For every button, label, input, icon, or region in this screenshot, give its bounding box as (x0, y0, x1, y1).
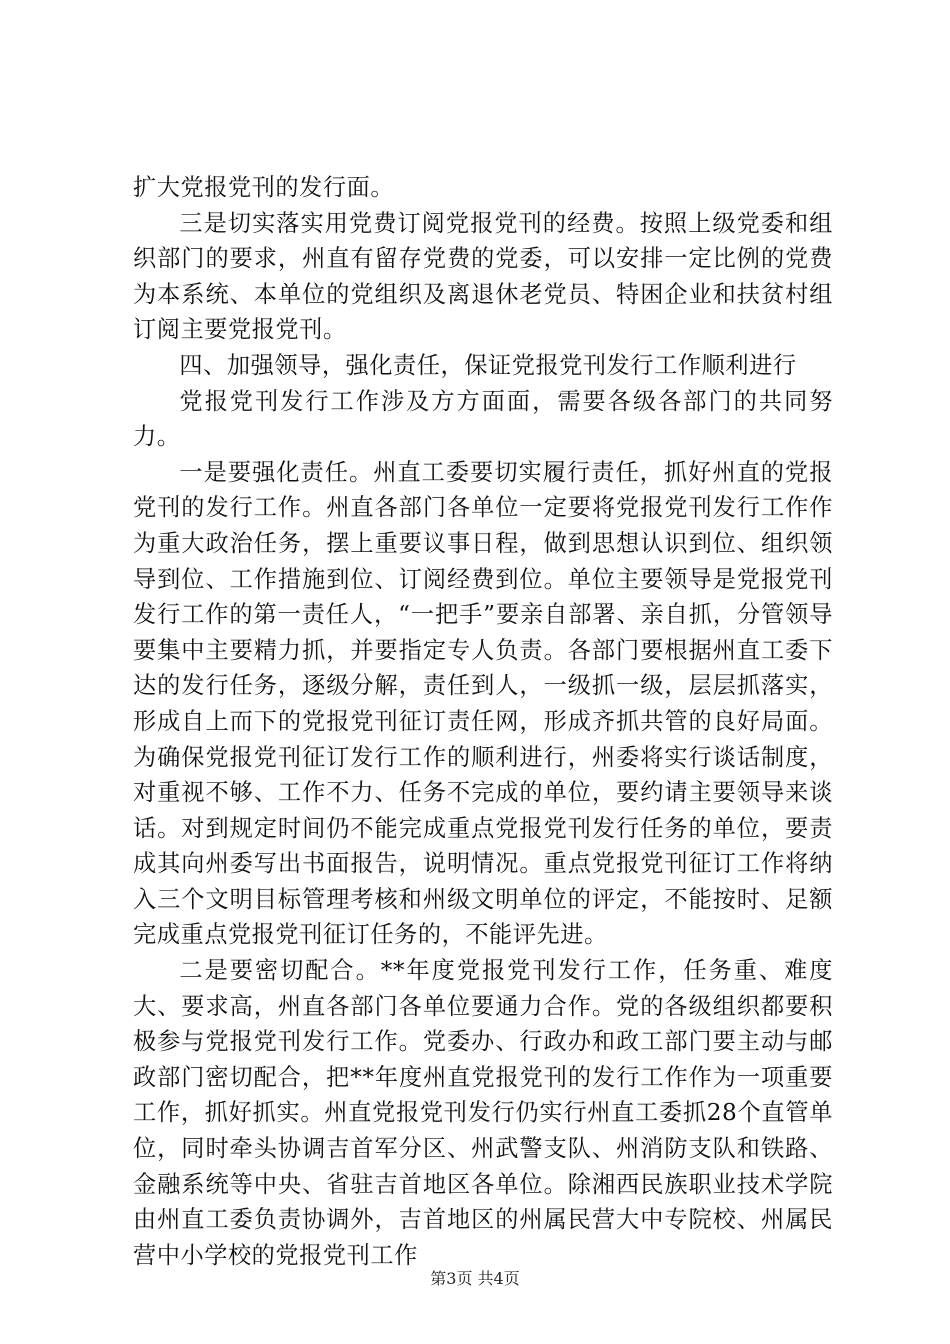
section-heading-four: 四、加强领导，强化责任，保证党报党刊发行工作顺利进行 (179, 351, 797, 379)
paragraph-point-three-funding: 三是切实落实用党费订阅党报党刊的经费。按照上级党委和组织部门的要求，州直有留存党费的党委，可以安排一定比例的党费为本系统、本单位的党组织及离退休老党员、特困企业和扶贫村组订阅主要党报党刊。 (133, 209, 833, 344)
paragraph-continuation: 扩大党报党刊的发行面。 (133, 174, 395, 201)
paragraph-point-two-cooperation: 二是要密切配合。**年度党报党刊发行工作，任务重、难度大、要求高，州直各部门各单位要通力合作。党的各级组织都要积极参与党报党刊发行工作。党委办、行政办和政工部门要主动与邮政部门密切配合，把**年度州直党报党刊的发行工作作为一项重要工作，抓好抓实。州直党报党刊发行仍实行州直工委抓28个直管单位，同时牵头协调吉首军分区、州武警支队、州消防支队和铁路、金融系统等中央、省驻吉首地区各单位。除湘西民族职业技术学院由州直工委负责协调外，吉首地区的州属民营大中专院校、州属民营中小学校的党报党刊工作 (133, 957, 833, 1269)
paragraph-point-one-responsibility: 一是要强化责任。州直工委要切实履行责任，抓好州直的党报党刊的发行工作。州直各部门各单位一定要将党报党刊发行工作作为重大政治任务，摆上重要议事日程，做到思想认识到位、组织领导到位、工作措施到位、订阅经费到位。单位主要领导是党报党刊发行工作的第一责任人，“一把手”要亲自部署、亲自抓，分管领导要集中主要精力抓，并要指定专人负责。各部门要根据州直工委下达的发行任务，逐级分解，责任到人，一级抓一级，层层抓落实，形成自上而下的党报党刊征订责任网，形成齐抓共管的良好局面。为确保党报党刊征订发行工作的顺利进行，州委将实行谈话制度，对重视不够、工作不力、任务不完成的单位，要约请主要领导来谈话。对到规定时间仍不能完成重点党报党刊发行任务的单位，要责成其向州委写出书面报告，说明情况。重点党报党刊征订工作将纳入三个文明目标管理考核和州级文明单位的评定，不能按时、足额完成重点党报党刊征订任务的，不能评先进。 (133, 458, 833, 949)
page-number-label: 第3页 共4页 (430, 1269, 520, 1288)
page-footer (0, 1269, 950, 1289)
paragraph-section-intro: 党报党刊发行工作涉及方方面面，需要各级各部门的共同努力。 (133, 387, 833, 451)
document-body (133, 170, 833, 1273)
